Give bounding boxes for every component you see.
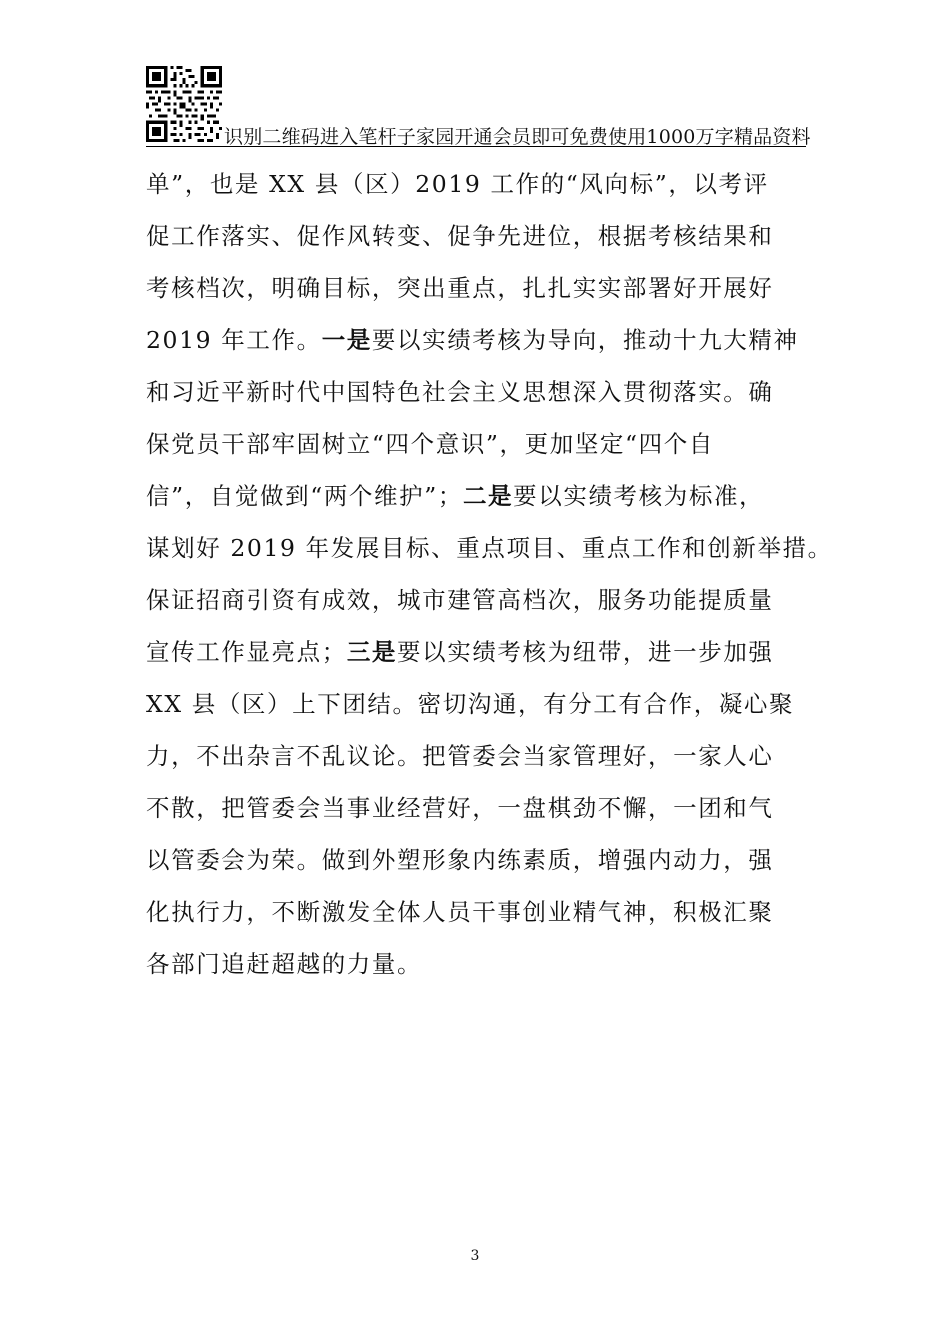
text-line: 保党员干部牢固树立“四个意识”，更加坚定“四个自	[146, 430, 714, 458]
text-line: 信”，自觉做到“两个维护”；二是要以实绩考核为标准，	[146, 482, 765, 510]
text-line: 促工作落实、促作风转变、促争先进位，根据考核结果和	[146, 222, 774, 250]
text-line: 保证招商引资有成效，城市建管高档次，服务功能提质量	[146, 586, 774, 614]
qr-code-icon[interactable]	[146, 66, 222, 142]
text-line: XX 县（区）上下团结。密切沟通，有分工有合作，凝心聚	[146, 690, 795, 718]
page-header	[146, 66, 811, 150]
text-line: 以管委会为荣。做到外塑形象内练素质，增强内动力，强	[146, 846, 774, 874]
text-line: 各部门追赶超越的力量。	[146, 950, 423, 978]
text-line: 不散，把管委会当事业经营好，一盘棋劲不懈，一团和气	[146, 794, 774, 822]
text-line: 宣传工作显亮点；三是要以实绩考核为纽带，进一步加强	[146, 638, 774, 666]
text-line: 和习近平新时代中国特色社会主义思想深入贯彻落实。确	[146, 378, 774, 406]
header-divider	[146, 146, 806, 147]
text-line: 考核档次，明确目标，突出重点，扎扎实实部署好开展好	[146, 274, 774, 302]
text-line: 2019 年工作。一是要以实绩考核为导向，推动十九大精神	[146, 326, 799, 354]
bold-marker: 三是	[346, 638, 398, 666]
bold-marker: 二是	[462, 482, 514, 510]
body-paragraph	[146, 158, 833, 990]
bold-marker: 一是	[321, 326, 372, 354]
text-line: 谋划好 2019 年发展目标、重点项目、重点工作和创新举措。	[146, 534, 833, 562]
text-line: 力，不出杂言不乱议论。把管委会当家管理好，一家人心	[146, 742, 774, 770]
header-promo-text: 识别二维码进入笔杆子家园开通会员即可免费使用1000万字精品资料	[224, 126, 811, 148]
text-line: 化执行力，不断激发全体人员干事创业精气神，积极汇聚	[146, 898, 774, 926]
text-line: 单”，也是 XX 县（区）2019 工作的“风向标”，以考评	[146, 170, 769, 198]
page-number: 3	[470, 1248, 480, 1264]
